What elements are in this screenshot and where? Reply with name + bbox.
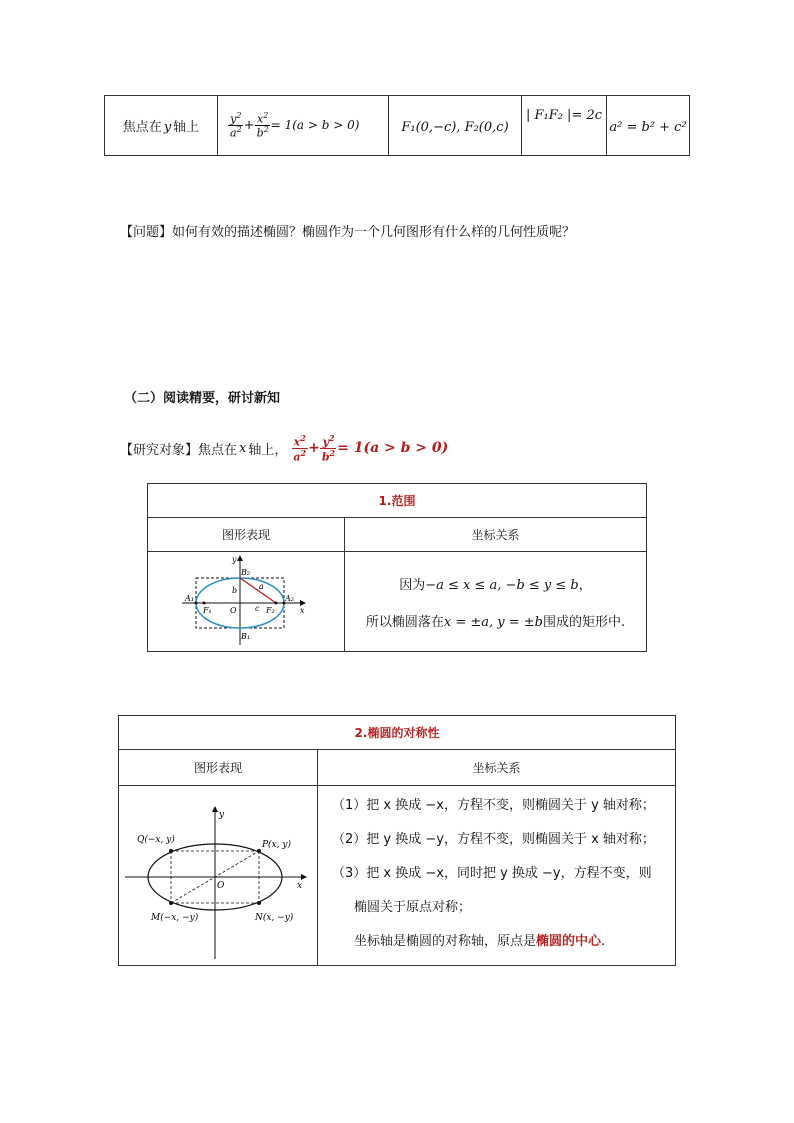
symmetry-col-relation: 坐标关系 [318, 750, 676, 786]
research-prefix: 【研究对象】焦点在 [120, 442, 238, 458]
symmetry-col-figure: 图形表现 [119, 750, 318, 786]
foci-y-label-suffix: 轴上 [173, 120, 200, 135]
fig2-n-label: N(x, −y) [255, 912, 294, 923]
symmetry-item-4: 椭圆关于原点对称； [354, 900, 472, 915]
relation: a² = b² + c² [609, 120, 687, 135]
research-object [120, 428, 448, 468]
fig1-f2-label: F₂ [266, 606, 275, 615]
symmetry-item-3: （3）把 x 换成 −x，同时把 y 换成 −y，方程不变，则 [332, 866, 652, 881]
req-num2: y [322, 435, 329, 449]
section-title: （二）阅读精要，研讨新知 [124, 391, 281, 406]
fig2-m-label: M(−x, −y) [151, 912, 199, 923]
fig2-p-label: P(x, y) [262, 839, 291, 850]
foci-y-equation-cell: $\frac{y^2}{a^2}$ + $\frac{x^2}{b^2}$ = 1(a > b > 0) [218, 96, 389, 156]
symmetry-figure-cell [119, 786, 318, 966]
symmetry-relation-cell [318, 786, 676, 966]
symmetry-last-pre: 坐标轴是椭圆的对称轴，原点是 [354, 934, 537, 949]
fig2-y-label: y [219, 809, 225, 820]
eq1-num2: x [256, 113, 264, 126]
foci-coords-cell [389, 96, 522, 156]
symmetry-ellipse-figure [119, 787, 317, 965]
eq1-tail: = 1(a > b > 0) [270, 118, 360, 132]
relation-cell [607, 96, 690, 156]
fig2-x-label: x [297, 880, 303, 891]
fig1-y-label: y [232, 555, 237, 564]
foci-y-label-cell [105, 96, 218, 156]
req-den1: a [293, 450, 301, 464]
fig2-o-label: O [217, 880, 225, 891]
focal-distance: | F₁F₂ |= 2c [525, 108, 603, 123]
fig1-b-label: b [232, 586, 238, 595]
symmetry-title: 2.椭圆的对称性 [119, 716, 676, 750]
range-line1-pre: 因为 [399, 577, 426, 593]
fig2-q-label: Q(−x, y) [137, 834, 175, 845]
range-title: 1.范围 [148, 484, 647, 518]
range-line1-math: −a ≤ x ≤ a, −b ≤ y ≤ b [425, 577, 579, 593]
range-line2-math: x = ±a, y = ±b [443, 614, 543, 630]
range-table [147, 483, 647, 652]
req-den2: b [321, 450, 330, 464]
range-line2-post: 围成的矩形中. [543, 614, 626, 630]
range-line1-post: ， [578, 577, 592, 593]
focal-distance-cell [522, 96, 607, 156]
range-col-relation: 坐标关系 [345, 518, 647, 552]
fig1-b2-label: B₂ [241, 568, 251, 577]
range-relation-cell [345, 552, 647, 652]
fig1-a-label: a [259, 582, 264, 591]
range-ellipse-figure [148, 553, 344, 650]
research-suffix: 轴上， [248, 442, 288, 458]
fig1-a1-label: A₁ [185, 594, 194, 603]
symmetry-table [118, 715, 676, 966]
symmetry-last-post: . [601, 934, 606, 949]
symmetry-last-em: 椭圆的中心 [536, 934, 602, 949]
question-text: 【问题】如何有效的描述椭圆？椭圆作为一个几何图形有什么样的几何性质呢？ [120, 225, 576, 240]
research-equation: $\frac{x^2}{a^2}$ + $\frac{y^2}{b^2}$ = 1(a > b > 0) [293, 432, 449, 464]
foci-y-table [104, 95, 690, 156]
fig1-o-label: O [230, 606, 237, 615]
fig1-c-label: c [255, 604, 260, 613]
req-num1: x [293, 435, 301, 449]
foci-y-label: 焦点在 [122, 120, 162, 135]
fig1-b1-label: B₁ [241, 632, 251, 641]
symmetry-item-2: （2）把 y 换成 −y，方程不变，则椭圆关于 x 轴对称； [332, 832, 655, 847]
range-col-figure: 图形表现 [148, 518, 345, 552]
foci-coords: F₁(0,−c), F₂(0,c) [401, 120, 509, 135]
symmetry-item-1: （1）把 x 换成 −x，方程不变，则椭圆关于 y 轴对称； [332, 798, 655, 813]
req-tail: = 1(a > b > 0) [337, 440, 449, 456]
research-var: x [239, 440, 247, 456]
symmetry-conclusion [332, 930, 665, 949]
eq1-den2: b [256, 126, 264, 140]
eq1-den1: a [230, 126, 237, 140]
foci-y-axis-var: y [163, 120, 172, 135]
range-figure-cell [148, 552, 345, 652]
fig1-x-label: x [300, 606, 305, 615]
fig1-a2-label: A₂ [285, 594, 294, 603]
fig1-f1-label: F₁ [203, 606, 212, 615]
eq1-num1: y [230, 113, 237, 126]
range-line2-pre: 所以椭圆落在 [365, 614, 444, 630]
